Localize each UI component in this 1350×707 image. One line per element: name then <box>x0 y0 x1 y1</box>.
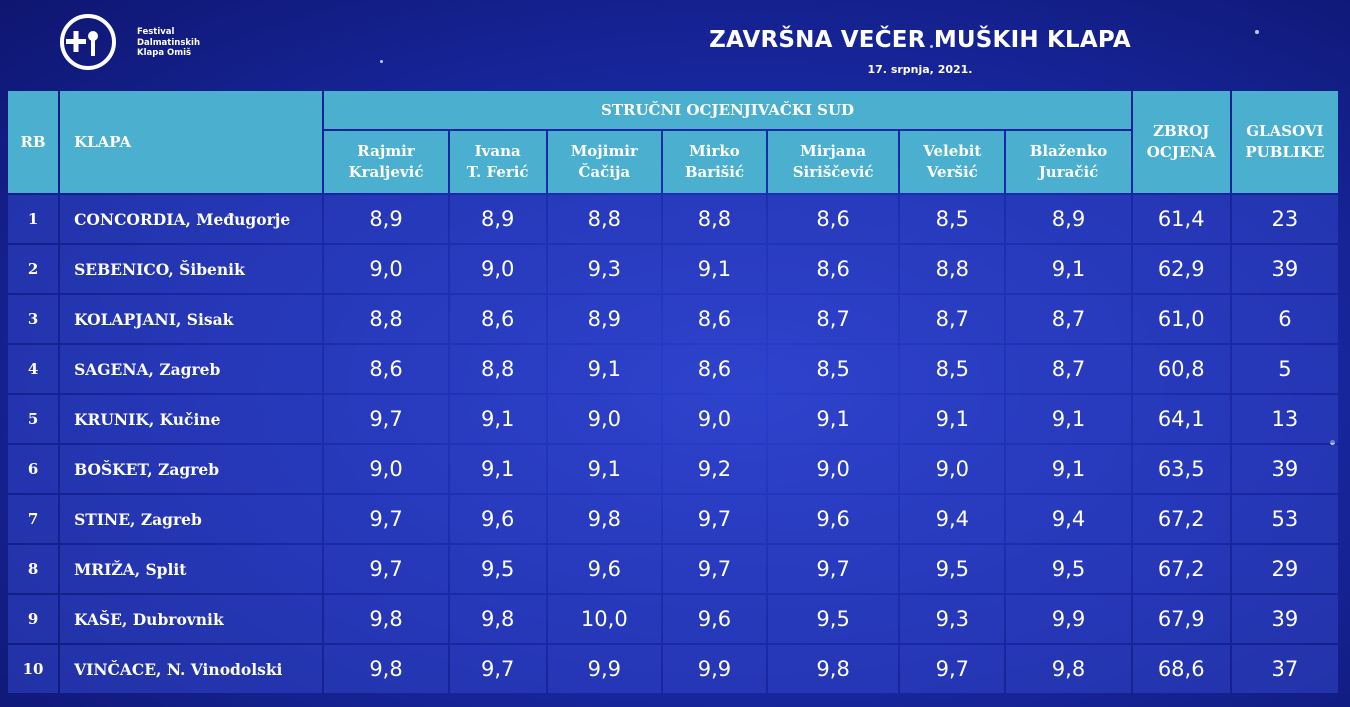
judge-header <box>450 131 546 193</box>
judge-score-cell: 9,8 <box>324 595 447 643</box>
klapa-name-cell: KOLAPJANI, Sisak <box>60 295 322 343</box>
rank-cell: 10 <box>8 645 58 693</box>
judge-score-cell: 8,8 <box>450 345 546 393</box>
judge-score-cell: 8,6 <box>768 245 898 293</box>
judge-score-cell: 9,8 <box>324 645 447 693</box>
judge-score-cell: 9,3 <box>548 245 661 293</box>
rank-cell: 9 <box>8 595 58 643</box>
table-row <box>8 445 1338 493</box>
judge-score-cell: 8,5 <box>900 195 1004 243</box>
table-row <box>8 545 1338 593</box>
klapa-name-cell: KAŠE, Dubrovnik <box>60 595 322 643</box>
audience-votes-cell: 5 <box>1232 345 1338 393</box>
judge-score-cell: 8,8 <box>548 195 661 243</box>
judge-header <box>548 131 661 193</box>
background-sparkle <box>380 60 383 63</box>
klapa-name-cell: STINE, Zagreb <box>60 495 322 543</box>
judge-score-cell: 9,8 <box>768 645 898 693</box>
judge-score-cell: 9,4 <box>1006 495 1130 543</box>
judge-score-cell: 9,7 <box>450 645 546 693</box>
jury-header: STRUČNI OCJENJIVAČKI SUD <box>324 91 1130 129</box>
judge-score-cell: 8,7 <box>900 295 1004 343</box>
judge-score-cell: 8,6 <box>768 195 898 243</box>
column-header-zbroj <box>1133 91 1230 193</box>
judge-header <box>768 131 898 193</box>
judge-score-cell: 9,7 <box>900 645 1004 693</box>
judge-score-cell: 9,6 <box>663 595 766 643</box>
judge-score-cell: 9,7 <box>663 545 766 593</box>
judge-score-cell: 9,1 <box>548 445 661 493</box>
klapa-name-cell: KRUNIK, Kučine <box>60 395 322 443</box>
judge-score-cell: 9,1 <box>1006 445 1130 493</box>
judge-score-cell: 9,5 <box>768 595 898 643</box>
judge-score-cell: 9,2 <box>663 445 766 493</box>
judge-score-cell: 8,8 <box>900 245 1004 293</box>
judge-score-cell: 9,7 <box>324 495 447 543</box>
table-row <box>8 345 1338 393</box>
total-score-cell: 64,1 <box>1133 395 1230 443</box>
judge-score-cell: 8,6 <box>663 295 766 343</box>
audience-votes-cell: 53 <box>1232 495 1338 543</box>
logo-line-3: Klapa Omiš <box>137 48 192 58</box>
rank-cell: 3 <box>8 295 58 343</box>
rank-cell: 7 <box>8 495 58 543</box>
judge-score-cell: 8,9 <box>548 295 661 343</box>
klapa-name-cell: SAGENA, Zagreb <box>60 345 322 393</box>
audience-votes-cell: 37 <box>1232 645 1338 693</box>
judge-score-cell: 9,0 <box>768 445 898 493</box>
audience-votes-cell: 39 <box>1232 245 1338 293</box>
rank-cell: 4 <box>8 345 58 393</box>
judge-score-cell: 9,0 <box>324 445 447 493</box>
judge-score-cell: 9,7 <box>324 395 447 443</box>
judge-score-cell: 8,7 <box>768 295 898 343</box>
judge-score-cell: 8,9 <box>1006 195 1130 243</box>
judge-score-cell: 9,1 <box>450 445 546 493</box>
klapa-name-cell: VINČACE, N. Vinodolski <box>60 645 322 693</box>
judge-score-cell: 9,8 <box>450 595 546 643</box>
zbroj-line-1: ZBROJ <box>1153 122 1210 140</box>
rank-cell: 2 <box>8 245 58 293</box>
logo-line-2: Dalmatinskih <box>137 37 201 48</box>
judge-score-cell: 9,1 <box>1006 245 1130 293</box>
judge-last-name: T. Ferić <box>466 163 529 181</box>
table-body <box>8 195 1338 693</box>
judge-score-cell: 9,0 <box>900 445 1004 493</box>
judge-last-name: Juračić <box>1038 163 1099 181</box>
judge-score-cell: 8,6 <box>663 345 766 393</box>
judge-score-cell: 9,5 <box>1006 545 1130 593</box>
judge-header <box>900 131 1004 193</box>
rank-cell: 8 <box>8 545 58 593</box>
table-row <box>8 495 1338 543</box>
judge-score-cell: 8,6 <box>324 345 447 393</box>
total-score-cell: 68,6 <box>1133 645 1230 693</box>
judge-first-name: Blaženko <box>1029 142 1108 160</box>
table-row <box>8 195 1338 243</box>
judge-first-name: Mirjana <box>800 142 867 160</box>
audience-votes-cell: 39 <box>1232 595 1338 643</box>
judge-last-name: Siriščević <box>792 163 874 181</box>
judge-score-cell: 10,0 <box>548 595 661 643</box>
judge-first-name: Ivana <box>474 142 521 160</box>
festival-logo-icon <box>55 14 117 72</box>
rank-cell: 6 <box>8 445 58 493</box>
judge-first-name: Mojimir <box>570 142 638 160</box>
festival-logo-text <box>137 27 200 59</box>
klapa-name-cell: SEBENICO, Šibenik <box>60 245 322 293</box>
judge-score-cell: 9,3 <box>900 595 1004 643</box>
judge-score-cell: 8,9 <box>450 195 546 243</box>
table-row <box>8 595 1338 643</box>
total-score-cell: 61,0 <box>1133 295 1230 343</box>
judge-score-cell: 9,7 <box>324 545 447 593</box>
audience-votes-cell: 29 <box>1232 545 1338 593</box>
table-header <box>8 91 1338 193</box>
audience-votes-cell: 39 <box>1232 445 1338 493</box>
judge-header <box>663 131 766 193</box>
judge-first-name: Rajmir <box>357 142 415 160</box>
logo-line-1: Festival <box>137 27 175 37</box>
judge-score-cell: 9,0 <box>324 245 447 293</box>
judge-score-cell: 9,0 <box>548 395 661 443</box>
total-score-cell: 67,2 <box>1133 495 1230 543</box>
judge-score-cell: 9,7 <box>768 545 898 593</box>
total-score-cell: 60,8 <box>1133 345 1230 393</box>
rank-cell: 1 <box>8 195 58 243</box>
judge-first-name: Mirko <box>689 142 740 160</box>
judge-score-cell: 8,5 <box>768 345 898 393</box>
judge-score-cell: 9,8 <box>1006 645 1130 693</box>
judge-last-name: Kraljević <box>348 163 424 181</box>
judge-score-cell: 9,6 <box>548 545 661 593</box>
event-date: 17. srpnja, 2021. <box>867 63 973 76</box>
judge-score-cell: 9,6 <box>768 495 898 543</box>
table-row <box>8 245 1338 293</box>
total-score-cell: 62,9 <box>1133 245 1230 293</box>
judge-score-cell: 9,1 <box>450 395 546 443</box>
judge-score-cell: 8,7 <box>1006 345 1130 393</box>
table-row <box>8 395 1338 443</box>
table-row <box>8 295 1338 343</box>
zbroj-line-2: OCJENA <box>1146 143 1216 161</box>
background-sparkle <box>1255 30 1259 34</box>
judge-score-cell: 8,8 <box>663 195 766 243</box>
judge-score-cell: 9,1 <box>663 245 766 293</box>
audience-votes-cell: 13 <box>1232 395 1338 443</box>
glasovi-line-1: GLASOVI <box>1246 122 1324 140</box>
klapa-name-cell: CONCORDIA, Međugorje <box>60 195 322 243</box>
total-score-cell: 67,2 <box>1133 545 1230 593</box>
judge-score-cell: 9,9 <box>663 645 766 693</box>
judge-score-cell: 8,7 <box>1006 295 1130 343</box>
audience-votes-cell: 23 <box>1232 195 1338 243</box>
judge-score-cell: 9,1 <box>548 345 661 393</box>
column-header-glasovi <box>1232 91 1338 193</box>
judge-score-cell: 9,1 <box>1006 395 1130 443</box>
column-header-rb: RB <box>8 91 58 193</box>
judge-score-cell: 9,1 <box>900 395 1004 443</box>
column-header-klapa: KLAPA <box>60 91 322 193</box>
judge-header <box>324 131 447 193</box>
judge-score-cell: 9,1 <box>768 395 898 443</box>
judge-score-cell: 9,4 <box>900 495 1004 543</box>
rank-cell: 5 <box>8 395 58 443</box>
judge-last-name: Čačija <box>578 163 631 181</box>
judge-score-cell: 9,6 <box>450 495 546 543</box>
judge-score-cell: 9,0 <box>450 245 546 293</box>
judge-score-cell: 8,9 <box>324 195 447 243</box>
page-title: ZAVRŠNA VEČER MUŠKIH KLAPA <box>709 27 1131 53</box>
judge-score-cell: 9,9 <box>1006 595 1130 643</box>
judge-score-cell: 8,6 <box>450 295 546 343</box>
total-score-cell: 63,5 <box>1133 445 1230 493</box>
judge-first-name: Velebit <box>923 142 982 160</box>
judge-score-cell: 9,7 <box>663 495 766 543</box>
judge-header <box>1006 131 1130 193</box>
judge-last-name: Veršić <box>926 163 978 181</box>
results-table <box>6 89 1340 695</box>
total-score-cell: 67,9 <box>1133 595 1230 643</box>
judge-score-cell: 9,5 <box>450 545 546 593</box>
judge-score-cell: 9,5 <box>900 545 1004 593</box>
klapa-name-cell: MRIŽA, Split <box>60 545 322 593</box>
klapa-name-cell: BOŠKET, Zagreb <box>60 445 322 493</box>
judge-last-name: Barišić <box>684 163 745 181</box>
festival-logo <box>55 14 117 72</box>
judge-score-cell: 9,8 <box>548 495 661 543</box>
judge-score-cell: 9,0 <box>663 395 766 443</box>
audience-votes-cell: 6 <box>1232 295 1338 343</box>
judge-score-cell: 8,8 <box>324 295 447 343</box>
glasovi-line-2: PUBLIKE <box>1245 143 1325 161</box>
judge-score-cell: 9,9 <box>548 645 661 693</box>
judge-score-cell: 8,5 <box>900 345 1004 393</box>
total-score-cell: 61,4 <box>1133 195 1230 243</box>
table-row <box>8 645 1338 693</box>
